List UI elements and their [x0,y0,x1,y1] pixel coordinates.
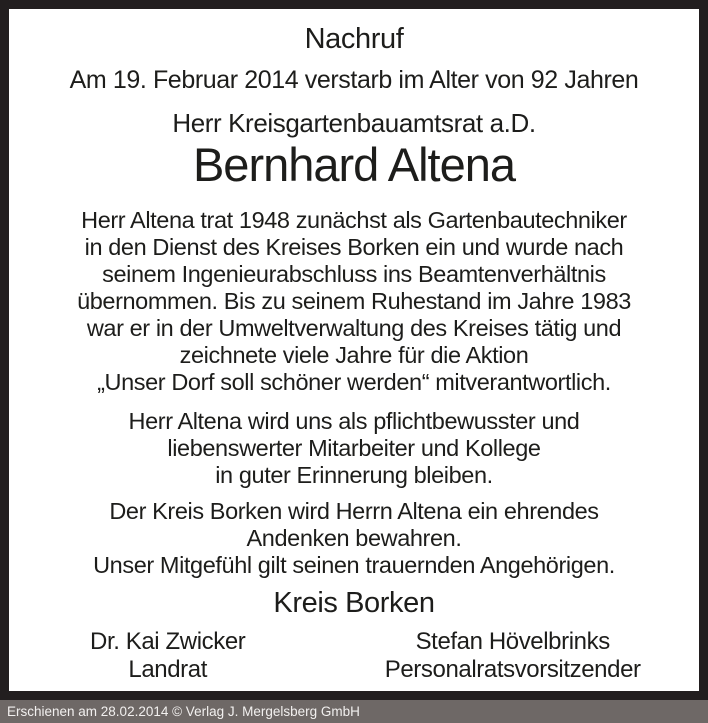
paragraph-line: übernommen. Bis zu seinem Ruhestand im Jahre 1983 [77,288,631,314]
paragraph-line: „Unser Dorf soll schöner werden“ mitverantwortlich. [97,369,611,395]
condolence-paragraph [9,498,699,579]
deceased-name: Bernhard Altena [192,138,516,191]
paragraph-line: zeichnete viele Jahre für die Aktion [179,342,529,368]
signatory-name: Stefan Hövelbrinks [415,628,610,655]
paragraph-line: in den Dienst des Kreises Borken ein und wurde nach [84,234,624,260]
paragraph-line: Herr Altena wird uns als pflichtbewusster und [128,408,580,434]
paragraph-line: seinem Ingenieurabschluss ins Beamtenverhältnis [102,261,606,287]
paragraph-line: Unser Mitgefühl gilt seinen trauernden Angehörigen. [93,552,615,578]
biography-paragraph [9,207,699,396]
paragraph-line: Der Kreis Borken wird Herrn Altena ein ehrendes [109,498,599,524]
signature-left [9,628,326,684]
paragraph-line: in guter Erinnerung bleiben. [215,462,493,488]
notice-title: Nachruf [304,23,404,55]
paragraph-line: Herr Altena trat 1948 zunächst als Gartenbautechniker [81,207,627,233]
publication-info-text: Erschienen am 28.02.2014 © Verlag J. Mergelsberg GmbH [7,704,360,719]
signature-block [9,628,699,684]
paragraph-line: liebenswerter Mitarbeiter und Kollege [167,435,541,461]
signature-right [326,628,699,684]
paragraph-line: Andenken bewahren. [246,525,462,551]
remembrance-paragraph [9,408,699,489]
paragraph-line: war er in der Umweltverwaltung des Kreises tätig und [86,315,622,341]
publication-info-bar [0,700,708,723]
signatory-role: Personalratsvorsitzender [384,656,641,683]
issuing-organization: Kreis Borken [273,587,435,619]
signatory-role: Landrat [128,656,207,683]
signatory-name: Dr. Kai Zwicker [90,628,246,655]
honorific-title: Herr Kreisgartenbauamtsrat a.D. [172,108,536,138]
death-announcement-line: Am 19. Februar 2014 verstarb im Alter von 92 Jahren [69,66,639,94]
